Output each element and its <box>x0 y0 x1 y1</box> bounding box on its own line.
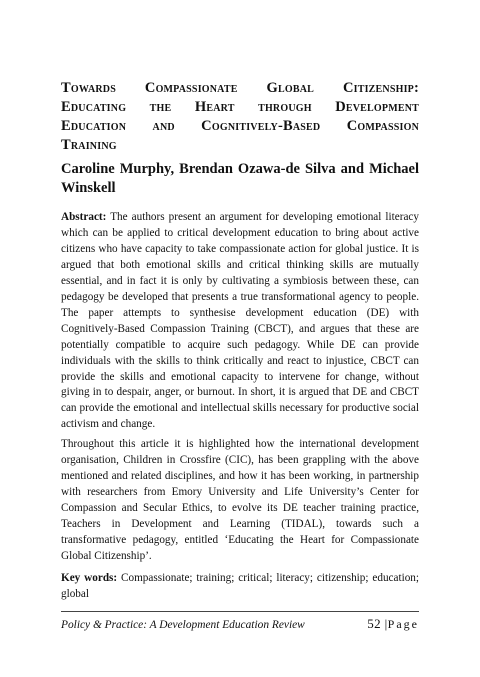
keywords-label: Key words: <box>61 572 118 584</box>
page-footer <box>61 611 419 632</box>
page-separator: | <box>384 616 388 631</box>
author-list: Caroline Murphy, Brendan Ozawa-de Silva and Michael Winskell <box>61 161 419 196</box>
page-number-value: 52 <box>367 616 381 631</box>
abstract-label: Abstract: <box>61 211 107 223</box>
title-line: Education and Cognitively-Based Compassion <box>61 118 419 134</box>
abstract-text: The authors present an argument for developing emotional literacy which can be applied to critical development education to bring about active citizens who have capacity to take compassionate action for global justice. It is argued that both emotional skills and critical thinking skills are mutually essential, and in fact it is only by cultivating a symbiosis between these, can pedagogy be developed that presents a true transformational agency to people. The paper attempts to synthesise development education (DE) with Cognitively-Based Compassion Training (CBCT), and argues that these are potentially compatible to acquire such pedagogy. While DE can provide individuals with the skills to think critically and react to injustice, CBCT can provide the skills and emotional capacity to intervene for change, without giving in to despair, anger, or burnout. In short, it is argued that DE and CBCT can provide the emotional and intellectual skills necessary for productive social activism and change. <box>61 211 419 431</box>
title-line: Training <box>61 137 117 153</box>
journal-name: Policy & Practice: A Development Education Review <box>61 619 305 631</box>
body-paragraph: Throughout this article it is highlighted how the international development organisation, Children in Crossfire (CIC), has been grappling with the above mentioned and related disciplines, and how it has been working, in partnership with researchers from Emory University and Life University’s Center for Compassion and Secular Ethics, to evolve its DE teacher training practice, Teachers in Development and Learning (TIDAL), towards such a transformative pedagogy, entitled ‘Educating the Heart for Compassionate Global Citizenship’. <box>61 438 419 562</box>
title-line: Towards Compassionate Global Citizenship: <box>61 80 419 96</box>
page-word: Page <box>387 617 419 631</box>
keywords-text: Compassionate; training; critical; literacy; citizenship; education; global <box>61 572 419 600</box>
title-line: Educating the Heart through Development <box>61 99 419 115</box>
article-title <box>61 79 419 155</box>
page-number <box>367 616 419 632</box>
keywords <box>61 571 419 603</box>
abstract <box>61 210 419 433</box>
